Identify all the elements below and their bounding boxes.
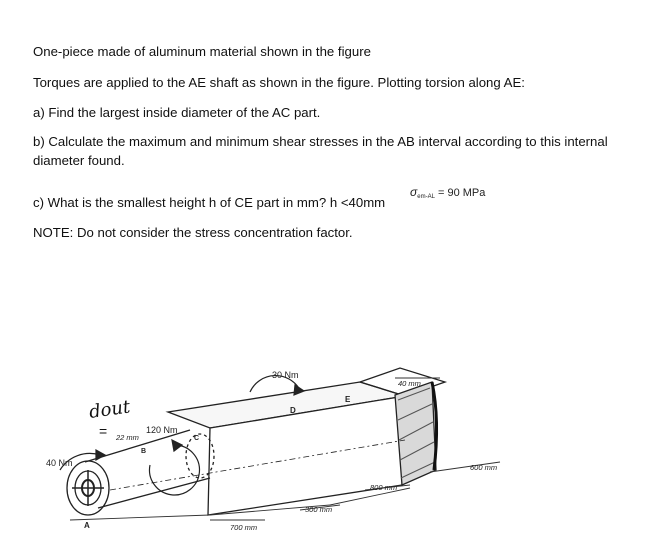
problem-line-2: Torques are applied to the AE shaft as shown in the figure. Plotting torsion along AE:: [33, 75, 525, 90]
square-bar: [168, 368, 445, 515]
dim-600-label: 600 mm: [470, 463, 498, 472]
dim-40-label: 40 mm: [398, 379, 421, 388]
dim-800-label: 800 mm: [370, 483, 398, 492]
dim-22-label: 22 mm: [116, 433, 139, 442]
note-text: NOTE: Do not consider the stress concentration factor.: [33, 225, 353, 240]
point-d-label: D: [290, 406, 296, 415]
allowable-stress-label: σem-AL = 90 MPa: [410, 185, 486, 200]
point-e-label: E: [345, 395, 351, 404]
point-c-label: C: [194, 435, 200, 442]
torque-b-label: 120 Nm: [146, 425, 178, 435]
part-c-text: c) What is the smallest height h of CE part in mm? h <40mm: [33, 195, 386, 210]
dim-700-label: 700 mm: [230, 523, 258, 532]
part-a-text: a) Find the largest inside diameter of the AC part.: [33, 105, 321, 120]
dim-300-label: 300 mm: [305, 505, 333, 514]
part-b-text: b) Calculate the maximum and minimum shear stresses in the AB interval according to this internal diameter found.: [33, 134, 608, 168]
point-a-label: A: [84, 521, 90, 530]
problem-line-1: One-piece made of aluminum material shown in the figure: [33, 44, 371, 59]
point-b-label: B: [141, 448, 147, 455]
torque-d-label: 30 Nm: [272, 370, 299, 380]
handwritten-note: dout: [87, 396, 132, 423]
torque-a-label: 40 Nm: [46, 458, 73, 468]
handwritten-mark: =: [99, 423, 108, 439]
